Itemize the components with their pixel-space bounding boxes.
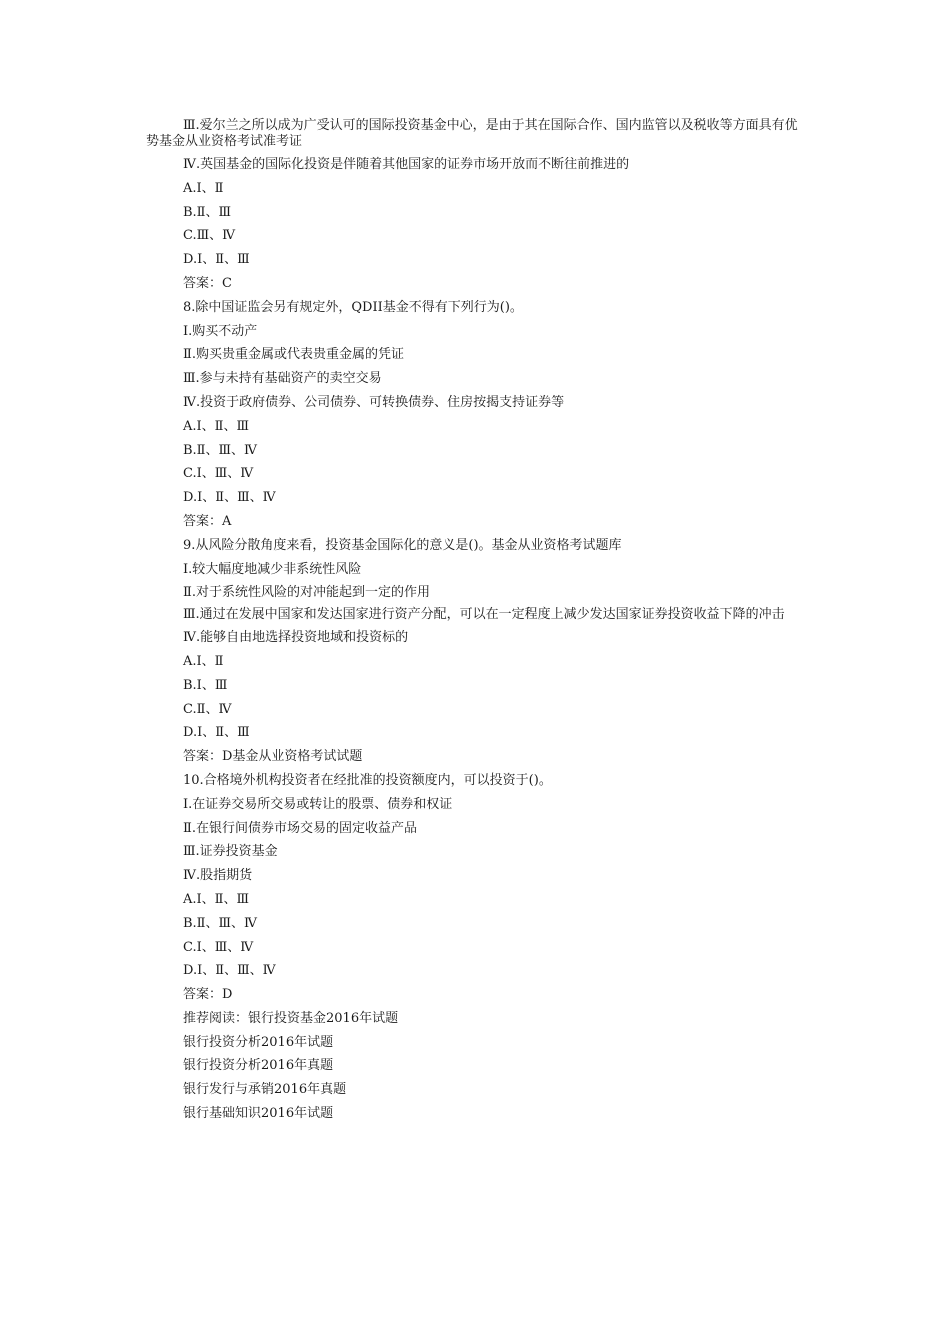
question-9: 9.从风险分散角度来看，投资基金国际化的意义是()。基金从业资格考试题库 bbox=[183, 537, 622, 553]
statement-i: Ⅰ.较大幅度地减少非系统性风险 bbox=[183, 561, 362, 577]
answer: 答案：D基金从业资格考试试题 bbox=[183, 749, 363, 765]
statement-iv-uk: Ⅳ.英国基金的国际化投资是伴随着其他国家的证券市场开放而不断往前推进的 bbox=[183, 157, 630, 172]
option-d: D.Ⅰ、Ⅱ、Ⅲ bbox=[183, 252, 250, 268]
recommended-reading: 推荐阅读：银行投资基金2016年试题 bbox=[183, 1010, 399, 1026]
related-link: 银行投资分析2016年试题 bbox=[183, 1034, 334, 1050]
answer: 答案：A bbox=[183, 513, 232, 529]
option-b: B.Ⅱ、Ⅲ bbox=[183, 204, 232, 220]
statement-iv: Ⅳ.能够自由地选择投资地域和投资标的 bbox=[183, 630, 409, 646]
option-a: A.Ⅰ、Ⅱ bbox=[183, 180, 224, 196]
statement-iii-ireland: Ⅲ.爱尔兰之所以成为广受认可的国际投资基金中心，是由于其在国际合作、国内监管以及税收等方面具有优势基金从业资格考试准考证 bbox=[146, 118, 798, 149]
answer: 答案：D bbox=[183, 987, 233, 1003]
statement-iii: Ⅲ.参与未持有基础资产的卖空交易 bbox=[183, 371, 382, 387]
statement-iii: Ⅲ.通过在发展中国家和发达国家进行资产分配，可以在一定程度上减少发达国家证券投资收益下降的冲击 bbox=[183, 607, 785, 623]
related-link: 银行投资分析2016年真题 bbox=[183, 1058, 334, 1074]
statement-iii: Ⅲ.证券投资基金 bbox=[183, 844, 278, 860]
question-8: 8.除中国证监会另有规定外，QDII基金不得有下列行为()。 bbox=[183, 299, 523, 315]
statement-i: Ⅰ.购买不动产 bbox=[183, 323, 258, 339]
option-b: B.Ⅱ、Ⅲ、Ⅳ bbox=[183, 442, 258, 458]
related-link: 银行发行与承销2016年真题 bbox=[183, 1082, 347, 1098]
option-b: B.Ⅰ、Ⅲ bbox=[183, 677, 228, 693]
option-a: A.Ⅰ、Ⅱ、Ⅲ bbox=[183, 418, 250, 434]
statement-iv: Ⅳ.股指期货 bbox=[183, 868, 253, 884]
statement-i: Ⅰ.在证券交易所交易或转让的股票、债券和权证 bbox=[183, 796, 453, 812]
answer: 答案：C bbox=[183, 275, 232, 291]
option-a: A.Ⅰ、Ⅱ、Ⅲ bbox=[183, 891, 250, 907]
statement-ii: Ⅱ.购买贵重金属或代表贵重金属的凭证 bbox=[183, 347, 404, 363]
question-10: 10.合格境外机构投资者在经批准的投资额度内，可以投资于()。 bbox=[183, 772, 552, 788]
option-d: D.Ⅰ、Ⅱ、Ⅲ、Ⅳ bbox=[183, 963, 276, 979]
statement-ii: Ⅱ.在银行间债券市场交易的固定收益产品 bbox=[183, 820, 417, 836]
statement-ii: Ⅱ.对于系统性风险的对冲能起到一定的作用 bbox=[183, 585, 430, 601]
option-c: C.Ⅲ、Ⅳ bbox=[183, 228, 236, 244]
option-d: D.Ⅰ、Ⅱ、Ⅲ bbox=[183, 725, 250, 741]
statement-iv: Ⅳ.投资于政府债券、公司债券、可转换债券、住房按揭支持证券等 bbox=[183, 394, 565, 410]
option-d: D.Ⅰ、Ⅱ、Ⅲ、Ⅳ bbox=[183, 490, 276, 506]
option-c: C.Ⅱ、Ⅳ bbox=[183, 701, 232, 717]
document-body bbox=[146, 116, 808, 1126]
option-b: B.Ⅱ、Ⅲ、Ⅳ bbox=[183, 915, 258, 931]
option-c: C.Ⅰ、Ⅲ、Ⅳ bbox=[183, 466, 254, 482]
option-a: A.Ⅰ、Ⅱ bbox=[183, 653, 224, 669]
related-link: 银行基础知识2016年试题 bbox=[183, 1106, 334, 1122]
option-c: C.Ⅰ、Ⅲ、Ⅳ bbox=[183, 939, 254, 955]
